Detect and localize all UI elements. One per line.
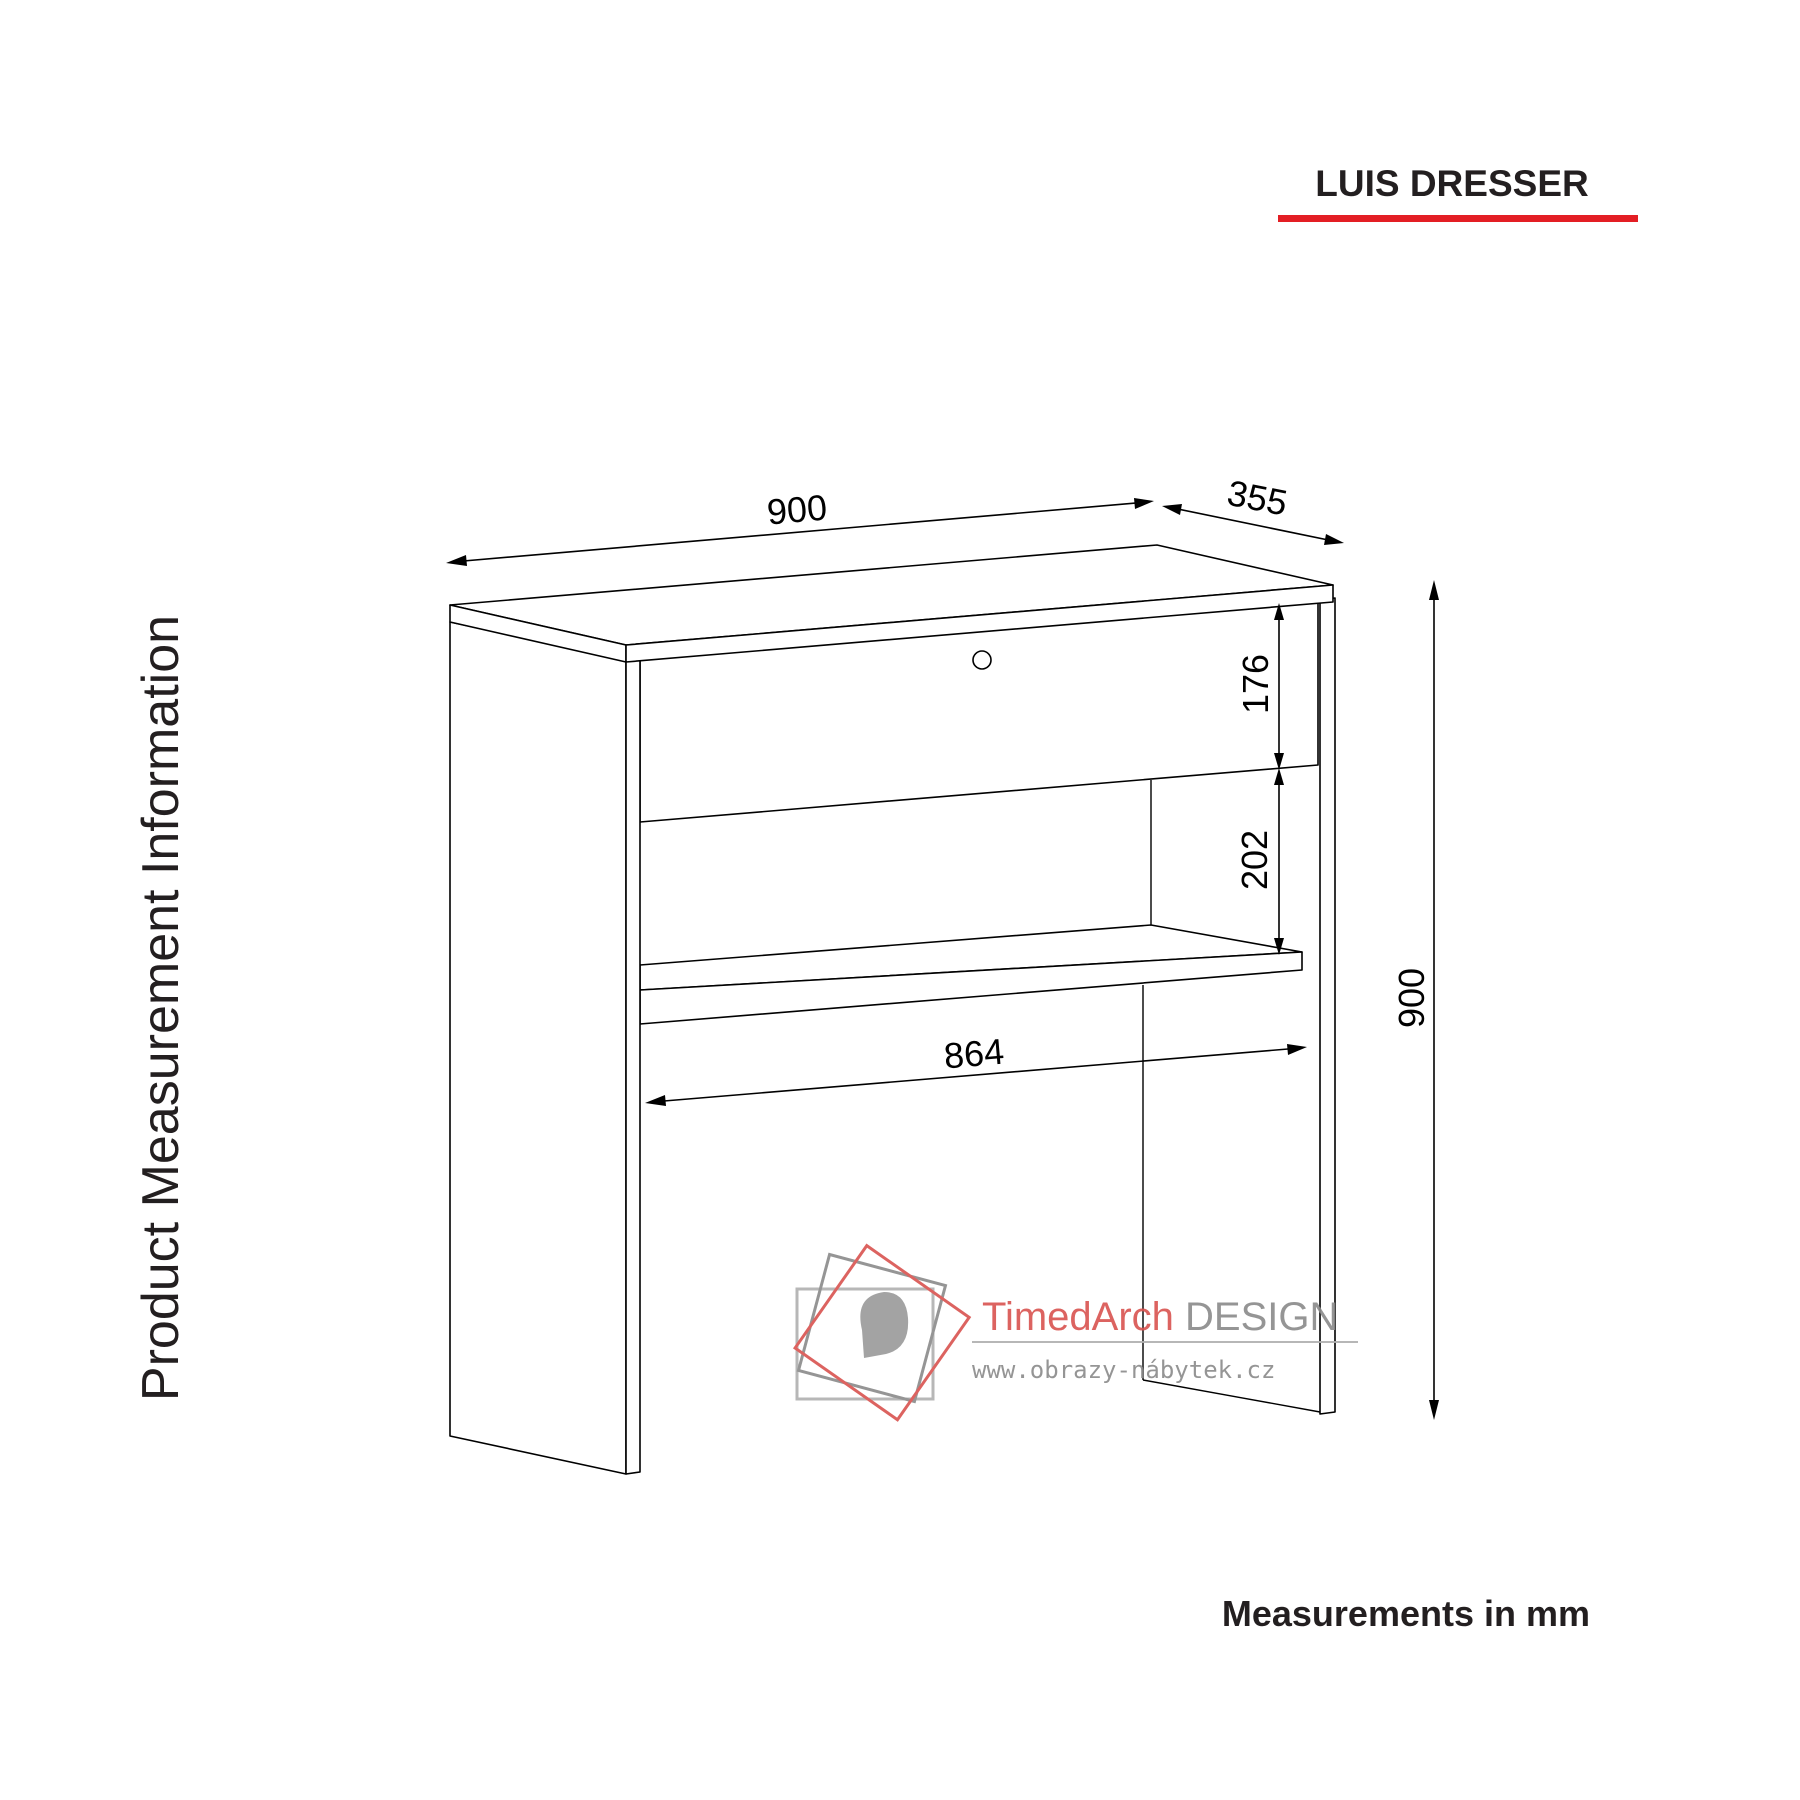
left-panel-edge [626, 658, 640, 1474]
back-right-panel [1320, 598, 1335, 1414]
gap-arrow-top [1274, 768, 1284, 785]
width-arrow-right [1134, 498, 1154, 509]
depth-arrow-left [1162, 504, 1182, 515]
drawer-knob [973, 651, 991, 669]
width-arrow-left [446, 555, 467, 566]
depth-arrow-right [1324, 534, 1344, 545]
depth-label: 355 [1223, 471, 1291, 524]
left-side-panel [450, 622, 626, 1474]
watermark-logo [795, 1246, 969, 1420]
watermark [795, 1246, 1358, 1420]
product-title: LUIS DRESSER [1315, 163, 1589, 204]
watermark-url: www.obrazy-nábytek.cz [972, 1356, 1276, 1384]
height-arrow-bottom [1429, 1400, 1439, 1420]
units-note: Measurements in mm [1221, 1593, 1590, 1634]
title-underline [1278, 215, 1638, 222]
side-label: Product Measurement Information [132, 614, 190, 1402]
drawer-label: 176 [1235, 653, 1276, 715]
inner-width-label: 864 [942, 1030, 1006, 1077]
gap-label: 202 [1234, 829, 1275, 891]
inner-width-arrow-left [645, 1095, 666, 1106]
height-arrow-top [1429, 580, 1439, 600]
width-label: 900 [765, 486, 829, 533]
back-floor-edge [1143, 1380, 1320, 1412]
watermark-brand: TimedArch DESIGN [982, 1295, 1339, 1339]
inner-width-arrow-right [1287, 1044, 1307, 1055]
height-label: 900 [1391, 967, 1432, 1029]
